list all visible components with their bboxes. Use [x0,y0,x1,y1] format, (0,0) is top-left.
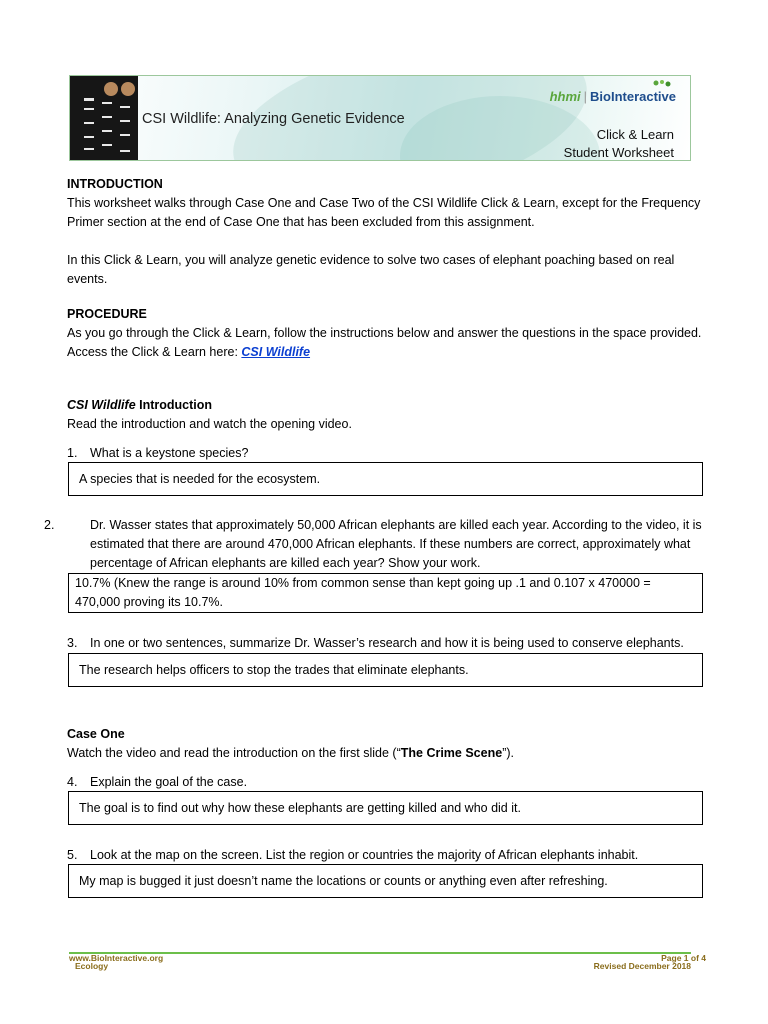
biointeractive-logo-icon [652,78,672,88]
answer-box-2[interactable] [68,573,703,613]
procedure-text: As you go through the Click & Learn, follow the instructions below and answer the questions in the space provided. Access the Click & Learn here: [67,326,702,359]
question-number: 4. [67,775,78,789]
logo-separator: | [583,89,588,104]
elephant-photo-icon [104,82,118,96]
hhmi-logo-text: hhmi [549,89,581,104]
brand-logo [550,89,676,104]
answer-text: The research helps officers to stop the trades that eliminate elephants. [79,662,469,677]
question-text: Dr. Wasser states that approximately 50,000 African elephants are killed each year. According to the video, it is estimated that there are around 470,000 African elephants. If these numbers are correct, approximately what percentage of African elephants are killed each year? Show your work. [90,518,702,570]
section-heading-rest: Introduction [135,398,213,412]
procedure-heading: PROCEDURE [67,307,147,321]
procedure-paragraph [67,324,707,362]
header-subtitle-2: Student Worksheet [563,145,674,160]
question-text: Explain the goal of the case. [90,775,248,789]
csi-wildlife-link[interactable]: CSI Wildlife [241,345,311,359]
question-text: In one or two sentences, summarize Dr. Wasser’s research and how it is being used to conserve elephants. [90,636,684,650]
answer-box-3[interactable] [68,653,703,687]
section-instruction: Read the introduction and watch the opening video. [67,417,352,431]
introduction-paragraph-1: This worksheet walks through Case One and Case Two of the CSI Wildlife Click & Learn, except for the Frequency Primer section at the end of Case One that has been excluded from this assignment. [67,196,701,229]
answer-text: My map is bugged it just doesn’t name the locations or counts or anything even after refreshing. [79,873,608,888]
introduction-paragraph-2: In this Click & Learn, you will analyze genetic evidence to solve two cases of elephant poaching based on real events. [67,253,675,286]
footer-website: www.BioInteractive.org [69,953,164,963]
question-3 [67,634,707,653]
footer-revised-date: Revised December 2018 [593,961,691,971]
answer-box-5[interactable] [68,864,703,898]
answer-text: A species that is needed for the ecosystem. [79,471,321,486]
introduction-heading: INTRODUCTION [67,177,163,191]
gel-electrophoresis-image [70,76,138,160]
answer-box-4[interactable] [68,791,703,825]
question-1 [67,444,707,463]
header-subtitle-1: Click & Learn [596,127,674,142]
answer-text: The goal is to find out why how these elephants are getting killed and who did it. [79,800,521,815]
answer-box-1[interactable] [68,462,703,496]
question-number: 5. [67,848,78,862]
question-number: 1. [67,446,78,460]
question-number: 3. [67,636,78,650]
question-text: Look at the map on the screen. List the region or countries the majority of African elephants inhabit. [90,848,639,862]
question-5 [67,846,707,865]
section-heading-introduction [67,396,707,415]
answer-text: 10.7% (Knew the range is around 10% from common sense than kept going up .1 and 0.107 x 470000 = 470,000 proving its 10.7%. [75,576,651,609]
case-one-heading: Case One [67,727,125,741]
case-one-instruction [67,744,707,763]
worksheet-title: CSI Wildlife: Analyzing Genetic Evidence [142,111,405,127]
question-4 [67,773,707,792]
section-heading-italic: CSI Wildlife [67,398,136,412]
footer-page-number: Page 1 of 4 [661,953,706,963]
question-number: 2. [44,518,55,532]
biointeractive-logo-text: BioInteractive [590,89,676,104]
question-2 [44,516,707,573]
case-one-instr-post: ”). [502,746,514,760]
footer-subject: Ecology [75,961,109,971]
elephant-photo-icon [121,82,135,96]
case-one-instr-bold: The Crime Scene [400,746,503,760]
question-text: What is a keystone species? [90,446,249,460]
case-one-instr-pre: Watch the video and read the introduction on the first slide (“ [67,746,401,760]
header-banner [69,75,691,161]
